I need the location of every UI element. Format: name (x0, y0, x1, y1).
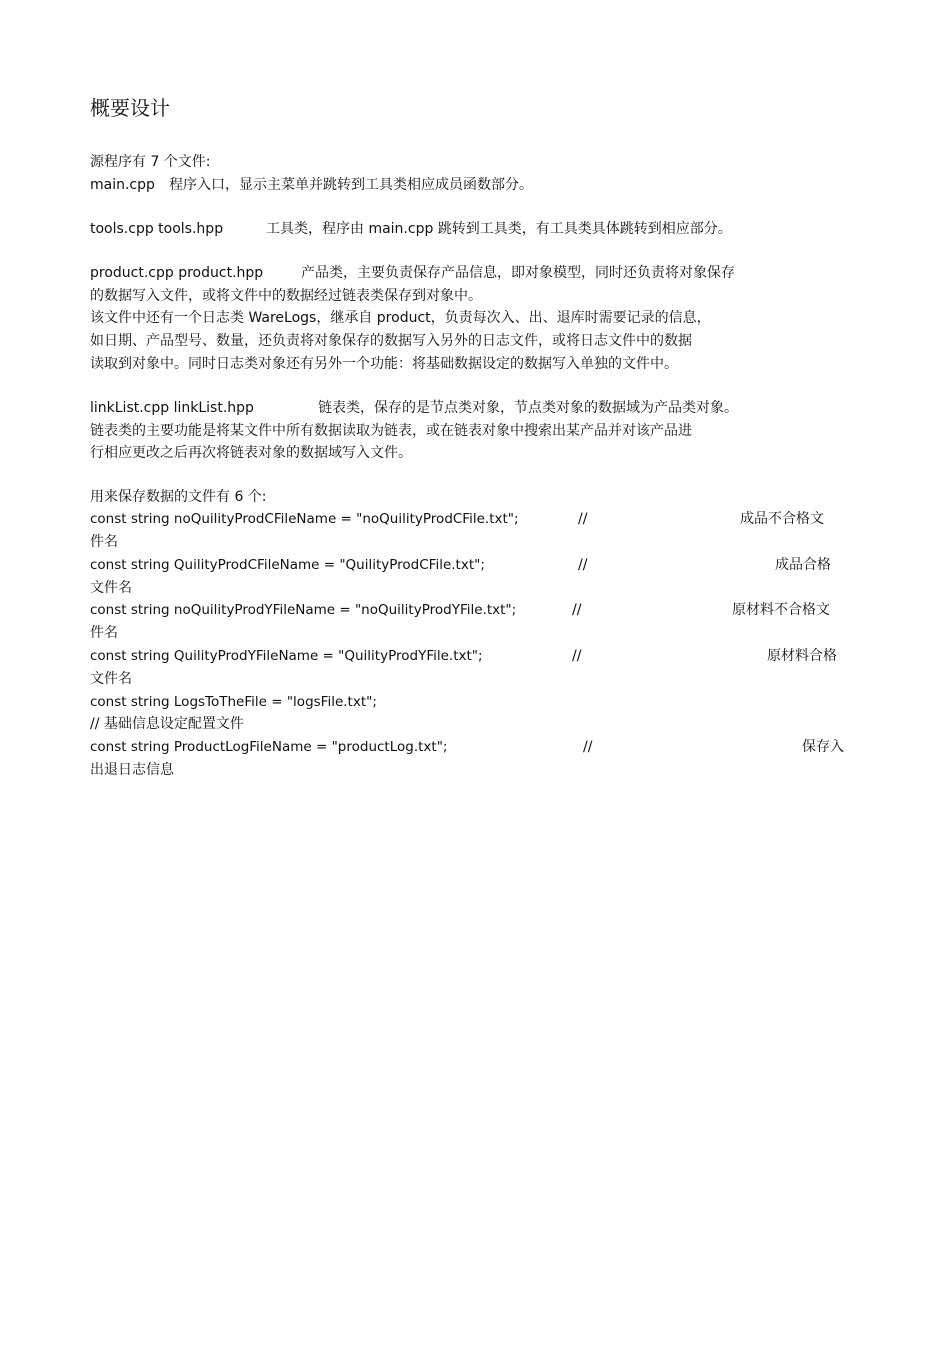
file-product-line: 该文件中还有一个日志类 WareLogs，继承自 product，负责每次入、出、退库时需要记录的信息， (90, 310, 711, 326)
data-file-comment-cont: 出退日志信息 (90, 762, 174, 778)
file-product-line: 的数据写入文件，或将文件中的数据经过链表类保存到对象中。 (90, 288, 482, 304)
comment-mark: // (572, 648, 582, 664)
data-file-comment: 成品不合格文 (740, 511, 824, 527)
data-file-code: const string QuilityProdYFileName = "QuilityProdYFile.txt"; (90, 648, 483, 664)
data-file-code: const string LogsToTheFile = "logsFile.txt"; (90, 694, 377, 710)
data-file-comment: 原材料合格 (767, 648, 837, 664)
file-tools-desc: 工具类，程序由 main.cpp 跳转到工具类，有工具类具体跳转到相应部分。 (266, 221, 732, 237)
file-linklist-name: linkList.cpp linkList.hpp (90, 400, 254, 416)
data-file-code: const string noQuilityProdCFileName = "noQuilityProdCFile.txt"; (90, 511, 519, 527)
file-product-line: 读取到对象中。同时日志类对象还有另外一个功能：将基础数据设定的数据写入单独的文件中。 (90, 356, 678, 372)
file-main-desc: 程序入口，显示主菜单并跳转到工具类相应成员函数部分。 (169, 177, 533, 193)
file-product-name: product.cpp product.hpp (90, 265, 264, 281)
data-file-comment-cont: 文件名 (90, 671, 132, 687)
comment-mark: // (583, 739, 593, 755)
data-file-comment-cont: 件名 (90, 625, 118, 641)
data-files-intro: 用来保存数据的文件有 6 个: (90, 489, 267, 505)
data-file-comment: 成品合格 (775, 557, 831, 573)
comment-mark: // (578, 557, 588, 573)
data-file-comment-cont: // 基础信息设定配置文件 (90, 716, 244, 732)
file-product-line: 如日期、产品型号、数量，还负责将对象保存的数据写入另外的日志文件，或将日志文件中的数据 (90, 333, 692, 349)
comment-mark: // (572, 602, 582, 618)
data-file-code: const string ProductLogFileName = "productLog.txt"; (90, 739, 448, 755)
file-linklist-line: 链表类，保存的是节点类对象，节点类对象的数据域为产品类对象。 (318, 400, 738, 416)
data-file-code: const string QuilityProdCFileName = "QuilityProdCFile.txt"; (90, 557, 485, 573)
page-title: 概要设计 (90, 96, 170, 120)
file-linklist-line: 行相应更改之后再次将链表对象的数据域写入文件。 (90, 445, 412, 461)
data-file-comment-cont: 文件名 (90, 580, 132, 596)
files-intro: 源程序有 7 个文件: (90, 154, 211, 170)
data-file-code: const string noQuilityProdYFileName = "noQuilityProdYFile.txt"; (90, 602, 517, 618)
file-main-name: main.cpp (90, 177, 155, 193)
file-tools-name: tools.cpp tools.hpp (90, 221, 224, 237)
data-file-comment-cont: 件名 (90, 534, 118, 550)
data-file-comment: 原材料不合格文 (732, 602, 830, 618)
file-linklist-line: 链表类的主要功能是将某文件中所有数据读取为链表，或在链表对象中搜索出某产品并对该产品进 (90, 423, 692, 439)
file-product-line: 产品类，主要负责保存产品信息，即对象模型，同时还负责将对象保存 (301, 265, 735, 281)
comment-mark: // (578, 511, 588, 527)
data-file-comment: 保存入 (802, 739, 844, 755)
